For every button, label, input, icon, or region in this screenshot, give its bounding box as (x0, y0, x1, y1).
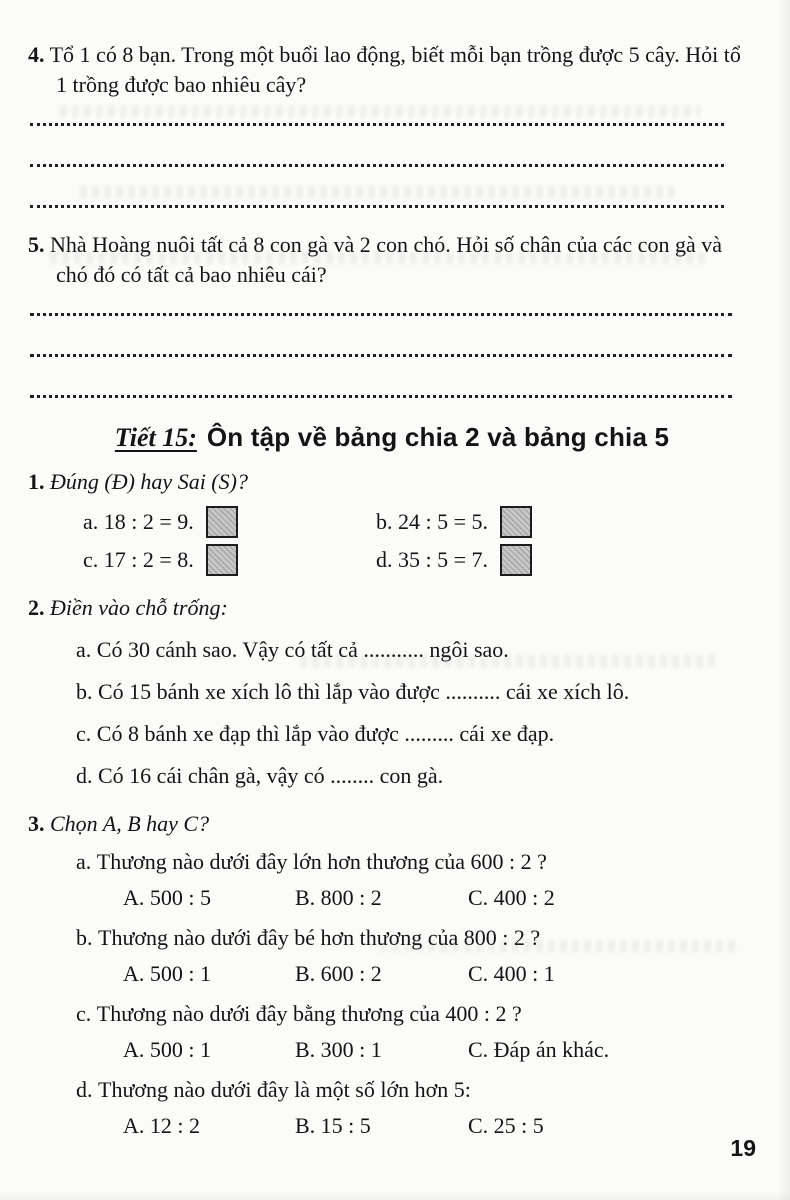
answer-box[interactable] (500, 544, 532, 576)
section-title: Ôn tập về bảng chia 2 và bảng chia 5 (206, 422, 670, 452)
exercise-2-header (28, 593, 756, 623)
tf-item-b-text: b. 24 : 5 = 5. (376, 509, 489, 534)
problem-4-number: 4. (28, 42, 45, 67)
tf-item-d-text: d. 35 : 5 = 7. (376, 547, 489, 572)
problem-4-answer-area (30, 100, 754, 208)
answer-line[interactable] (30, 126, 724, 167)
word-problem-5 (28, 230, 756, 290)
mc-options-b (123, 959, 756, 989)
mc-options-a (123, 883, 756, 913)
mc-option[interactable]: B. 15 : 5 (295, 1113, 371, 1138)
tf-item-c-text: c. 17 : 2 = 8. (83, 547, 194, 572)
answer-line[interactable] (30, 316, 732, 357)
mc-option[interactable]: B. 800 : 2 (295, 885, 382, 910)
answer-box[interactable] (500, 506, 532, 538)
mc-item-a (28, 847, 756, 913)
mc-option[interactable]: A. 500 : 5 (123, 885, 211, 910)
word-problem-4 (28, 40, 756, 100)
mc-options-d (123, 1111, 756, 1141)
mc-option[interactable]: B. 300 : 1 (295, 1037, 382, 1062)
fill-item-d-text: Có 16 cái chân gà, vậy có ........ con gà. (98, 763, 444, 788)
fill-item-b-text: Có 15 bánh xe xích lô thì lắp vào được .......... cái xe xích lô. (98, 679, 630, 704)
mc-option[interactable]: A. 500 : 1 (123, 961, 211, 986)
exercise-3-prompt: Chọn A, B hay C? (50, 811, 210, 836)
exercise-1-number: 1. (28, 469, 45, 494)
mc-item-d (28, 1075, 756, 1141)
exercise-1-header (28, 467, 756, 497)
problem-5-answer-area (30, 290, 754, 398)
fill-item-d: d. Có 16 cái chân gà, vậy có ........ con gà. (76, 763, 444, 788)
exercise-1-prompt: Đúng (Đ) hay Sai (S)? (50, 469, 248, 494)
tf-item-c (83, 543, 376, 577)
mc-option[interactable]: C. 25 : 5 (468, 1113, 544, 1138)
section-label: Tiết 15: (114, 423, 197, 452)
mc-item-b (28, 923, 756, 989)
mc-option[interactable]: C. 400 : 1 (468, 961, 555, 986)
mc-option[interactable]: C. 400 : 2 (468, 885, 555, 910)
tf-item-b (376, 505, 756, 539)
fill-item-a-text: Có 30 cánh sao. Vậy có tất cả ........... ngôi sao. (96, 637, 509, 662)
mc-item-c (28, 999, 756, 1065)
page-number: 19 (730, 1135, 756, 1161)
answer-box[interactable] (206, 544, 238, 576)
section-heading (28, 422, 756, 453)
fill-item-b: b. Có 15 bánh xe xích lô thì lắp vào được .......... cái xe xích lô. (76, 679, 630, 704)
exercise-1-items (83, 505, 756, 577)
exercise-3-items (28, 847, 756, 1141)
tf-item-a-text: a. 18 : 2 = 9. (83, 509, 194, 534)
mc-question-d: d. Thương nào dưới đây là một số lớn hơn 5: (76, 1077, 471, 1102)
fill-item-c-text: Có 8 bánh xe đạp thì lắp vào được ......... cái xe đạp. (96, 721, 555, 746)
fill-item-a: a. Có 30 cánh sao. Vậy có tất cả ........... ngôi sao. (76, 637, 509, 662)
mc-question-a: a. Thương nào dưới đây lớn hơn thương của 600 : 2 ? (76, 849, 547, 874)
answer-box[interactable] (206, 506, 238, 538)
mc-options-c (123, 1035, 756, 1065)
mc-option[interactable]: A. 500 : 1 (123, 1037, 211, 1062)
mc-option[interactable]: B. 600 : 2 (295, 961, 382, 986)
exercise-2-prompt: Điền vào chỗ trống: (50, 595, 228, 620)
answer-line[interactable] (30, 357, 732, 398)
problem-5-text: Nhà Hoàng nuôi tất cả 8 con gà và 2 con chó. Hỏi số chân của các con gà và chó đó có tất cả bao nhiêu cái? (50, 232, 722, 287)
fill-item-c: c. Có 8 bánh xe đạp thì lắp vào được ......... cái xe đạp. (76, 721, 555, 746)
tf-item-a (83, 505, 376, 539)
exercise-3-header (28, 809, 756, 839)
problem-5-number: 5. (28, 232, 45, 257)
answer-line[interactable] (30, 167, 724, 208)
mc-option[interactable]: A. 12 : 2 (123, 1113, 200, 1138)
mc-question-c: c. Thương nào dưới đây bằng thương của 400 : 2 ? (76, 1001, 522, 1026)
exercise-3-number: 3. (28, 811, 45, 836)
mc-option[interactable]: C. Đáp án khác. (468, 1037, 610, 1062)
answer-line[interactable] (30, 290, 732, 316)
exercise-2-items (28, 635, 756, 791)
answer-line[interactable] (30, 100, 724, 126)
tf-item-d (376, 543, 756, 577)
mc-question-b: b. Thương nào dưới đây bé hơn thương của 800 : 2 ? (76, 925, 541, 950)
problem-4-text: Tổ 1 có 8 bạn. Trong một buổi lao động, biết mỗi bạn trồng được 5 cây. Hỏi tổ 1 trồng được bao nhiêu cây? (49, 42, 741, 97)
exercise-2-number: 2. (28, 595, 45, 620)
